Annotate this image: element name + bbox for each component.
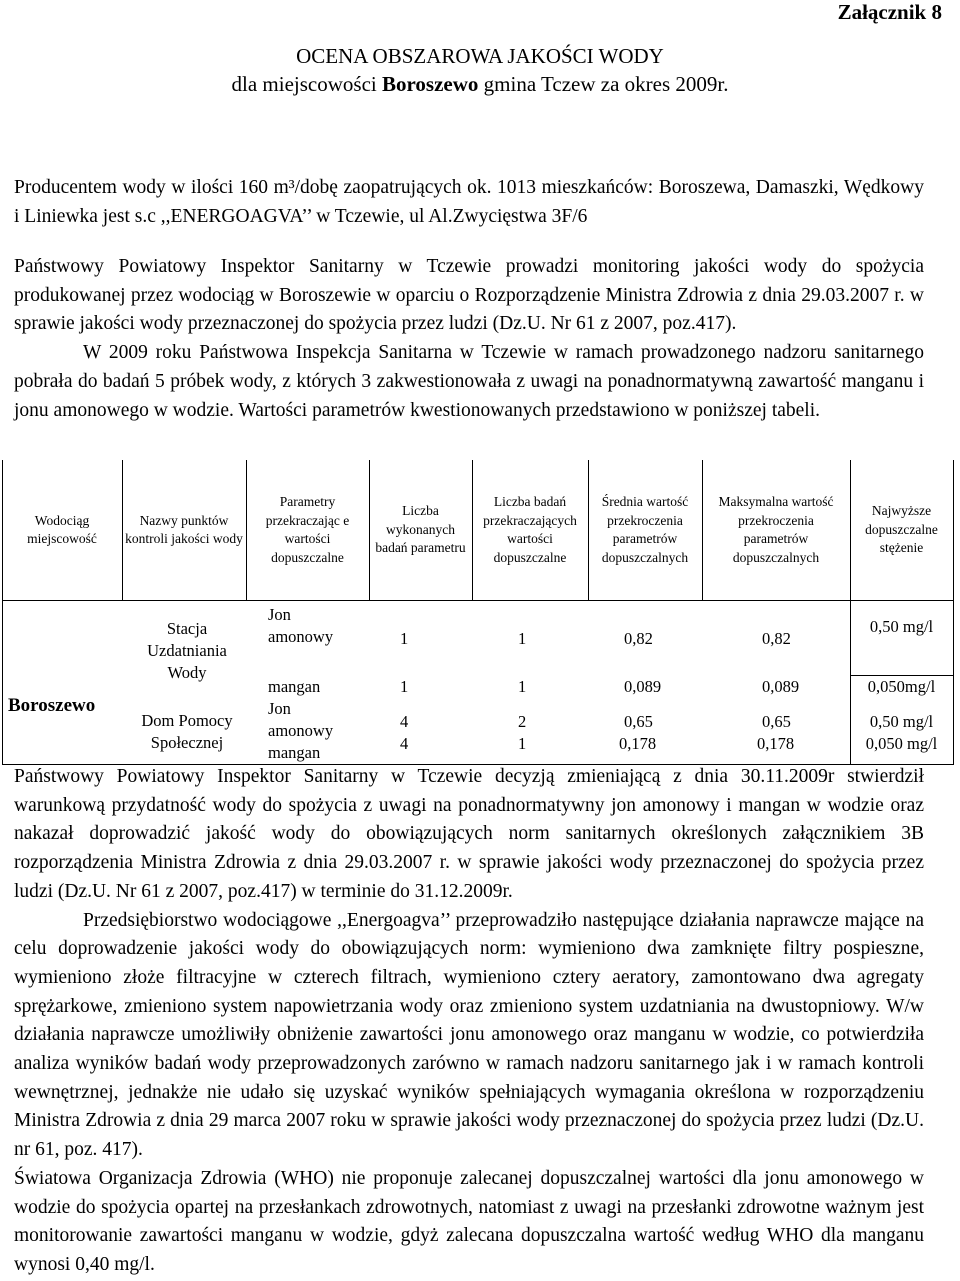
table-row-3-limit: 0,50 mg/l [869, 712, 934, 731]
header-exceeding-count: Liczba badań przekraczających wartości dopuszczalne [483, 494, 577, 565]
table-row-4-avg: 0,178 [619, 734, 657, 753]
waterworks-name: Boroszewo [8, 695, 96, 716]
table-row-4-limit: 0,050 mg/l [865, 734, 938, 753]
table-row-1-exceed: 1 [518, 629, 527, 648]
table-row-4-exceed: 1 [518, 734, 527, 753]
subtitle-prefix: dla miejscowości [231, 72, 382, 96]
sampling-paragraph: W 2009 roku Państwowa Inspekcja Sanitarna w Tczewie w ramach prowadzonego nadzoru sanitarnego pobrała do badań 5 próbek wody, z których 3 zakwestionowała z uwagi na ponadnormatywną zawartość manganu i jonu amonowego w wodzie. Wartości parametrów kwestionowanych przedstawiono w poniższej tabeli. [14, 342, 924, 421]
table-row-1-param: Jon amonowy [268, 605, 334, 646]
table-row-1-max: 0,82 [762, 629, 791, 648]
header-control-points: Nazwy punktów kontroli jakości wody [125, 512, 243, 546]
table-row-2-limit: 0,050mg/l [867, 677, 936, 696]
table-row-2-avg: 0,089 [624, 677, 662, 696]
subtitle-locality: Boroszewo [381, 72, 479, 96]
table-row-1-tests: 1 [400, 629, 409, 648]
table-row-4-param: mangan [268, 743, 321, 762]
header-average: Średnia wartość przekroczenia parametrów dopuszczalnych [601, 494, 689, 565]
intro-section [14, 253, 924, 425]
header-parameters: Parametry przekraczając e wartości dopuszczalne [265, 494, 350, 565]
table-row-2-max: 0,089 [762, 677, 800, 696]
header-limit: Najwyższe dopuszczalne stężenie [865, 503, 938, 556]
decision-paragraph: Państwowy Powiatowy Inspektor Sanitarny w Tczewie decyzją zmieniającą z dnia 30.11.2009r stwierdził warunkową przydatność wody do spożycia z uwagi na ponadnormatywny jon amonowy i mangan w wodzie oraz nakazał doprowadzić jakość wody do obowiązujących norm sanitarnych określonych załącznikiem 3B rozporządzenia Ministra Zdrowia z dnia 29.03.2007 r. w sprawie jakości wody przeznaczonej do spożycia przez ludzi (Dz.U. Nr 61 z 2007, poz.417) w terminie do 31.12.2009r. [14, 766, 924, 902]
table-row-1-avg: 0,82 [624, 629, 653, 648]
table-row-3-exceed: 2 [518, 712, 527, 731]
who-paragraph: Światowa Organizacja Zdrowia (WHO) nie proponuje zalecanej dopuszczalnej wartości dla jonu amonowego w wodzie do spożycia opartej na przesłankach zdrowotnych, natomiast z uwagi na przesłanki zdrowotne ważnym jest monitorowanie zawartości manganu w wodzie, gdyż zalecana dopuszczalna wartość według WHO dla manganu wynosi 0,40 mg/l. [14, 1167, 924, 1275]
table-row-3-tests: 4 [400, 712, 409, 731]
subtitle-suffix: gmina Tczew za okres 2009r. [478, 72, 729, 96]
attachment-label: Załącznik 8 [837, 0, 942, 24]
water-quality-table [2, 460, 954, 765]
point-treatment-station: Stacja Uzdatniania Wody [147, 619, 227, 682]
table-row-2-param: mangan [268, 677, 321, 696]
table-row-4-tests: 4 [400, 734, 409, 753]
corrective-actions-paragraph: Przedsiębiorstwo wodociągowe ,,Energoagva’’ przeprowadziło następujące działania naprawcze mające na celu doprowadzenie jakości wody do obowiązujących norm: wymieniono dwa zamknięte filtry pospieszne, wymieniono złoże filtracyjne w czterech filtrach, wymieniono cztery aeratory, zamontowano dwa agregaty sprężarkowe, zmieniono system napowietrzania wody oraz zmieniono system uzdatniania na dwustopniowy. W/w działania naprawcze umożliwiły obniżenie zawartości jonu amonowego oraz manganu w wodzie, co potwierdziła analiza wyników badań wody przeprowadzonych zarówno w ramach nadzoru sanitarnego jak i w ramach kontroli wewnętrznej, jednakże nie udało się uzyskać wyników spełniających wymagania określona w rozporządzeniu Ministra Zdrowia z dnia 29 marca 2007 roku w sprawie jakości wody przeznaczonej do spożycia przez ludzi (Dz.U. nr 61, poz. 417). [14, 909, 924, 1161]
header-waterworks: Wodociąg miejscowość [27, 512, 97, 546]
table-row-3-max: 0,65 [762, 712, 791, 731]
document-subtitle [0, 72, 960, 97]
header-tests-count: Liczba wykonanych badań parametru [375, 503, 466, 556]
header-maximum: Maksymalna wartość przekroczenia parametrów dopuszczalnych [718, 494, 834, 565]
document-title: OCENA OBSZAROWA JAKOŚCI WODY [296, 44, 664, 68]
table-row-2-exceed: 1 [518, 677, 527, 696]
table-row-4-max: 0,178 [757, 734, 795, 753]
table-row-1-limit: 0,50 mg/l [869, 617, 934, 636]
monitoring-paragraph: Państwowy Powiatowy Inspektor Sanitarny w Tczewie prowadzi monitoring jakości wody do spożycia produkowanej przez wodociąg w Boroszewie w oparciu o Rozporządzenie Ministra Zdrowia z dnia 29.03.2007 r. w sprawie jakości wody przeznaczonej do spożycia przez ludzi (Dz.U. Nr 61 z 2007, poz.417). [14, 256, 924, 335]
producer-text: Producentem wody w ilości 160 m³/dobę zaopatrujących ok. 1013 mieszkańców: Boroszewa, Damaszki, Wędkowy i Liniewka jest s.c ,,ENERGOAGVA’’ w Tczewie, ul Al.Zwycięstwa 3F/6 [14, 177, 924, 227]
table-row-2-tests: 1 [400, 677, 409, 696]
producer-paragraph [14, 174, 924, 231]
table-row-3-avg: 0,65 [624, 712, 653, 731]
point-care-home: Dom Pomocy Społecznej [141, 711, 233, 752]
closing-section [14, 763, 924, 1280]
table-row-3-param: Jon amonowy [268, 699, 334, 740]
